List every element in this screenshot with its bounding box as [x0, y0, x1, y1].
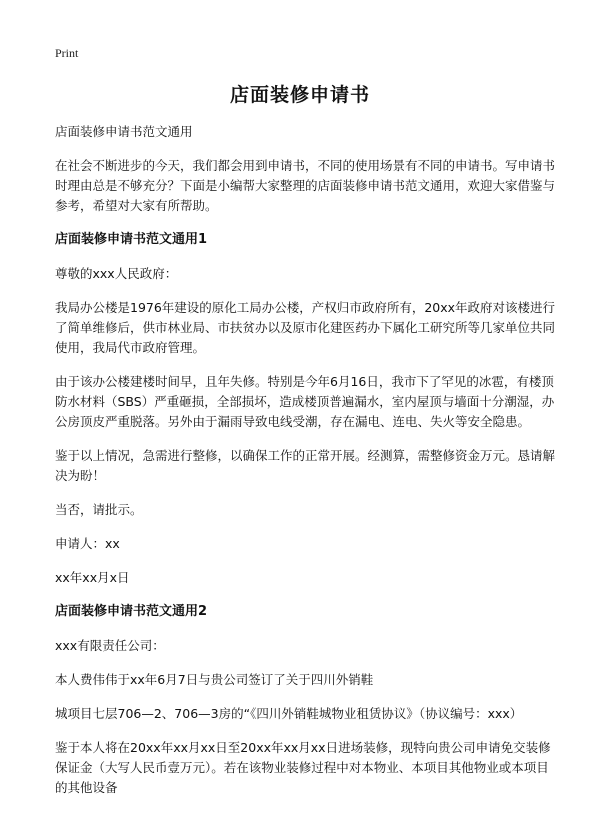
document-title: 店面装修申请书	[229, 84, 370, 106]
section2-paragraph-1: 本人费伟伟于xx年6月7日与贵公司签订了关于四川外销鞋	[55, 672, 374, 687]
section1-salutation: 尊敬的xxx人民政府：	[55, 266, 178, 281]
section1-paragraph-3: 鉴于以上情况，急需进行整修，以确保工作的正常开展。经测算，需整修资金万元。恳请解决为盼！	[55, 448, 556, 483]
subtitle: 店面装修申请书范文通用	[55, 124, 193, 139]
section1-paragraph-1: 我局办公楼是1976年建设的原化工局办公楼，产权归市政府所有，20xx年政府对该楼进行了简单维修后，供市林业局、市扶贫办以及原市化建医药办下属化工研究所等几家单位共同使用，我局代市政府管理。	[55, 300, 556, 355]
section2-salutation: xxx有限责任公司：	[55, 638, 165, 653]
document-body	[55, 122, 555, 812]
section1-applicant: 申请人：xx	[55, 536, 120, 551]
section2-paragraph-3: 鉴于本人将在20xx年xx月xx日至20xx年xx月xx日进场装修，现特向贵公司申请免交装修保证金（大写人民币壹万元）。若在该物业装修过程中对本物业、本项目其他物业或本项目的其他设备	[55, 740, 551, 795]
print-link[interactable]: Print	[55, 46, 79, 60]
section1-closing: 当否，请批示。	[55, 502, 143, 517]
section2-paragraph-2: 城项目七层706—2、706—3房的“《四川外销鞋城物业租赁协议》（协议编号：xxx）	[55, 706, 523, 721]
intro-paragraph: 在社会不断进步的今天，我们都会用到申请书，不同的使用场景有不同的申请书。写申请书时理由总是不够充分？下面是小编帮大家整理的店面装修申请书范文通用，欢迎大家借鉴与参考，希望对大家有所帮助。	[55, 158, 556, 213]
section2-heading: 店面装修申请书范文通用2	[55, 604, 208, 619]
section1-heading: 店面装修申请书范文通用1	[55, 232, 208, 247]
section1-paragraph-2: 由于该办公楼建楼时间早，且年失修。特别是今年6月16日，我市下了罕见的冰雹，有楼顶防水材料（SBS）严重砸损，全部损坏，造成楼顶普遍漏水，室内屋顶与墙面十分潮湿，办公房顶皮严重脱落。另外由于漏雨导致电线受潮，存在漏电、连电、失火等安全隐患。	[55, 374, 555, 429]
section1-date: xx年xx月x日	[55, 570, 130, 585]
